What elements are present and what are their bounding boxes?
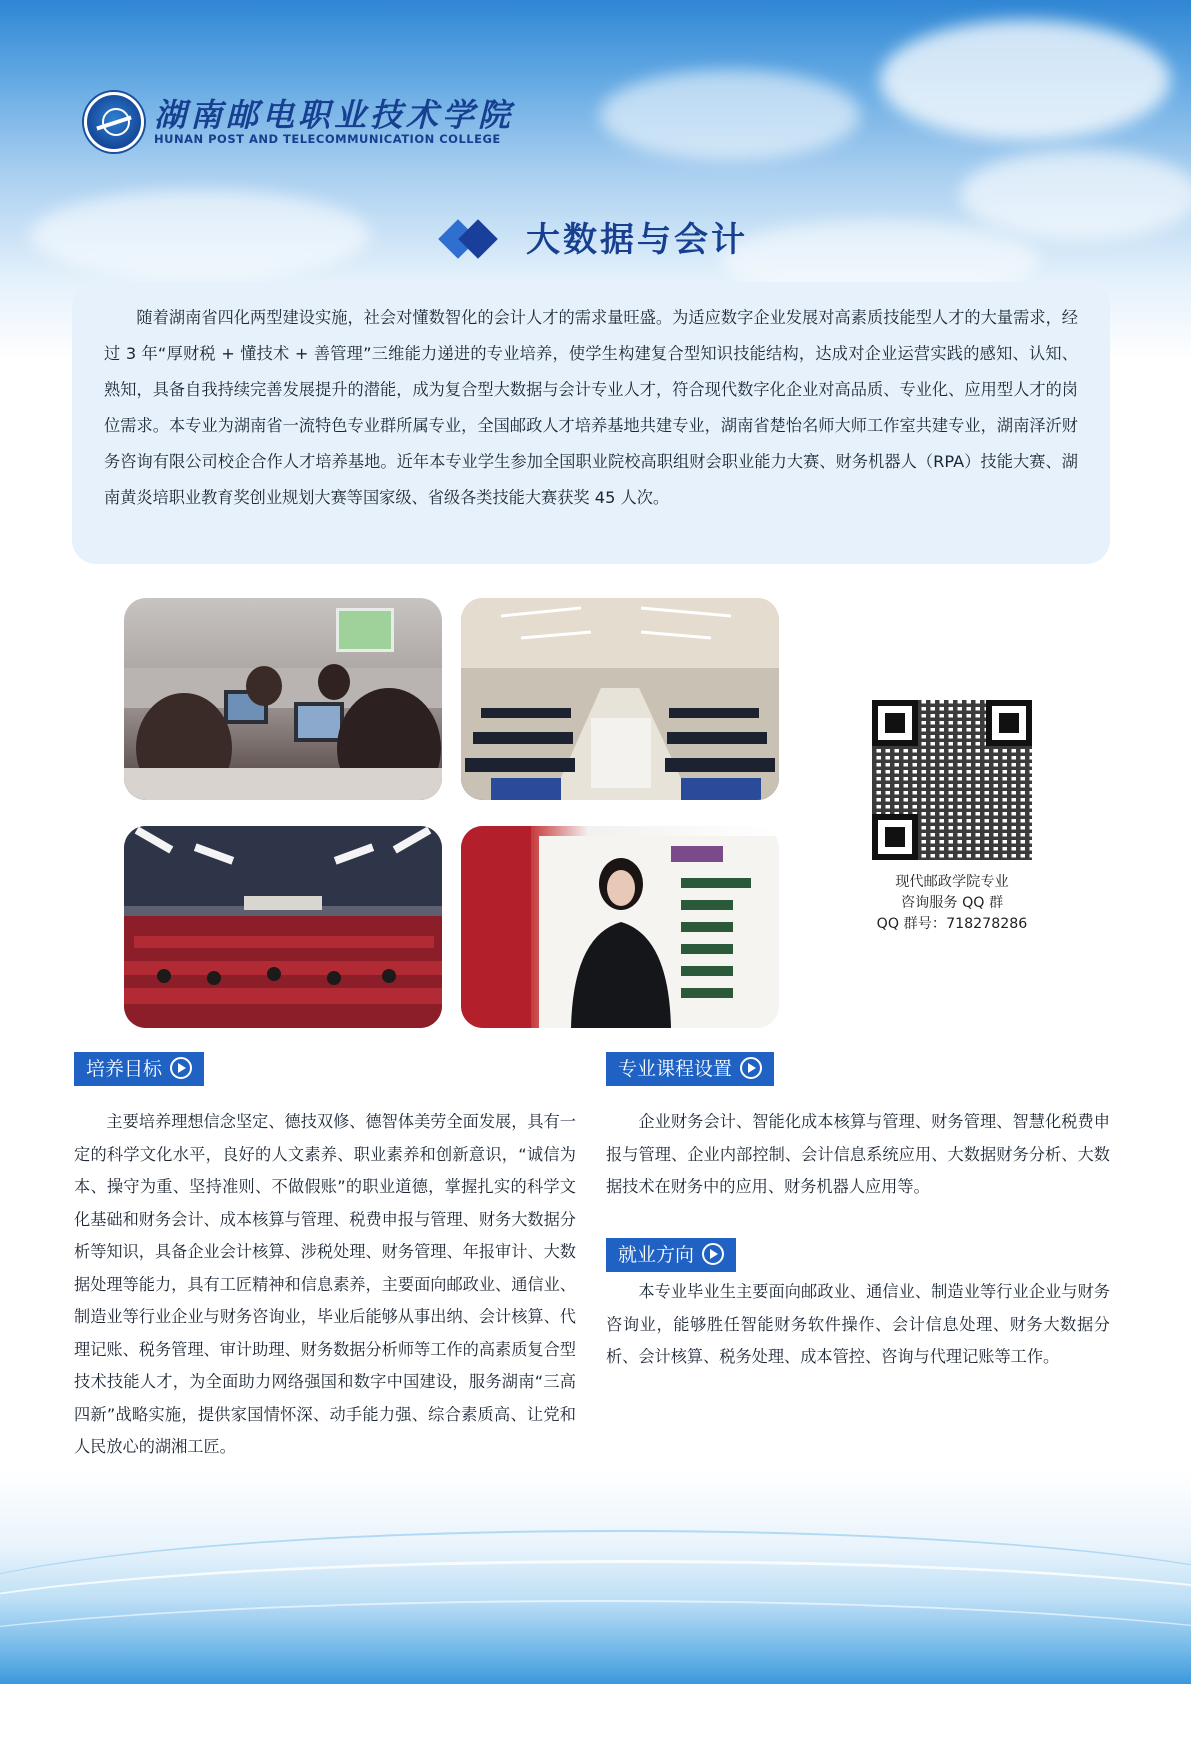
page-title: 大数据与会计 [526, 220, 748, 260]
photo-illustration [124, 598, 442, 800]
cloud-decoration [880, 20, 1170, 140]
photo-speaker-presentation [461, 826, 779, 1028]
section-text-courses [606, 1106, 1110, 1204]
qr-finder-icon [986, 700, 1032, 746]
qr-code[interactable] [872, 700, 1032, 860]
qr-caption [870, 872, 1034, 935]
qr-finder-icon [872, 700, 918, 746]
section-header-career [606, 1238, 736, 1272]
qr-caption-line: 现代邮政学院专业 [895, 874, 1009, 890]
wave-decoration [0, 1600, 1191, 1752]
photo-computer-room [461, 598, 779, 800]
section-title: 专业课程设置 [618, 1058, 733, 1080]
section-text-career [606, 1276, 1110, 1374]
photo-computer-lab-students [124, 598, 442, 800]
qr-finder-icon [872, 814, 918, 860]
cloud-decoration [600, 70, 860, 160]
career-paragraph: 本专业毕业生主要面向邮政业、通信业、制造业等行业企业与财务咨询业，能够胜任智能财务软件操作、会计信息处理、财务大数据分析、会计核算、税务处理、成本管控、咨询与代理记账等工作。 [606, 1282, 1110, 1366]
qq-group-number: QQ 群号：718278286 [876, 916, 1028, 932]
qr-caption-line: 咨询服务 QQ 群 [900, 895, 1004, 911]
photo-illustration [461, 826, 779, 1028]
courses-paragraph: 企业财务会计、智能化成本核算与管理、财务管理、智慧化税费申报与管理、企业内部控制、会计信息系统应用、大数据财务分析、大数据技术在财务中的应用、财务机器人应用等。 [606, 1112, 1110, 1196]
college-name-en: HUNAN POST AND TELECOMMUNICATION COLLEGE [154, 132, 501, 146]
photo-illustration [124, 826, 442, 1028]
section-title: 培养目标 [86, 1058, 163, 1080]
college-name-cn: 湖南邮电职业技术学院 [154, 96, 515, 134]
photo-lecture-hall [124, 826, 442, 1028]
play-circle-icon [170, 1057, 192, 1079]
college-emblem-icon [84, 92, 144, 152]
goal-paragraph: 主要培养理想信念坚定、德技双修、德智体美劳全面发展，具有一定的科学文化水平，良好的人文素养、职业素养和创新意识，“诚信为本、操守为重、坚持准则、不做假账”的职业道德，掌握扎实的科学文化基础和财务会计、成本核算与管理、税费申报与管理、财务大数据分析等知识，具备企业会计核算、涉税处理、财务管理、年报审计、大数据处理等能力，具有工匠精神和信息素养，主要面向邮政业、通信业、制造业等行业企业与财务咨询业，毕业后能够从事出纳、会计核算、代理记账、税务管理、审计助理、财务数据分析师等工作的高素质复合型技术技能人才，为全面助力网络强国和数字中国建设，服务湖南“三高四新”战略实施，提供家国情怀深、动手能力强、综合素质高、让党和人民放心的湖湘工匠。 [74, 1112, 576, 1456]
play-circle-icon [740, 1057, 762, 1079]
play-circle-icon [702, 1243, 724, 1265]
cloud-decoration [960, 150, 1191, 240]
cloud-decoration [30, 190, 370, 280]
section-text-goal [74, 1106, 576, 1464]
section-header-goal [74, 1052, 204, 1086]
intro-text [104, 300, 1078, 516]
section-header-courses [606, 1052, 774, 1086]
section-title: 就业方向 [618, 1244, 695, 1266]
intro-paragraph: 随着湖南省四化两型建设实施，社会对懂数智化的会计人才的需求量旺盛。为适应数字企业发展对高素质技能型人才的大量需求，经过 3 年“厚财税 + 懂技术 + 善管理”三维能力递进的专业培养，使学生构建复合型知识技能结构，达成对企业运营实践的感知、认知、熟知，具备自我持续完善发展提升的潜能，成为复合型大数据与会计专业人才，符合现代数字化企业对高品质、专业化、应用型人才的岗位需求。本专业为湖南省一流特色专业群所属专业，全国邮政人才培养基地共建专业，湖南省楚怡名师大师工作室共建专业，湖南泽沂财务咨询有限公司校企合作人才培养基地。近年本专业学生参加全国职业院校高职组财会职业能力大赛、财务机器人（RPA）技能大赛、湖南黄炎培职业教育奖创业规划大赛等国家级、省级各类技能大赛获奖 45 人次。 [104, 308, 1078, 507]
photo-illustration [461, 598, 779, 800]
